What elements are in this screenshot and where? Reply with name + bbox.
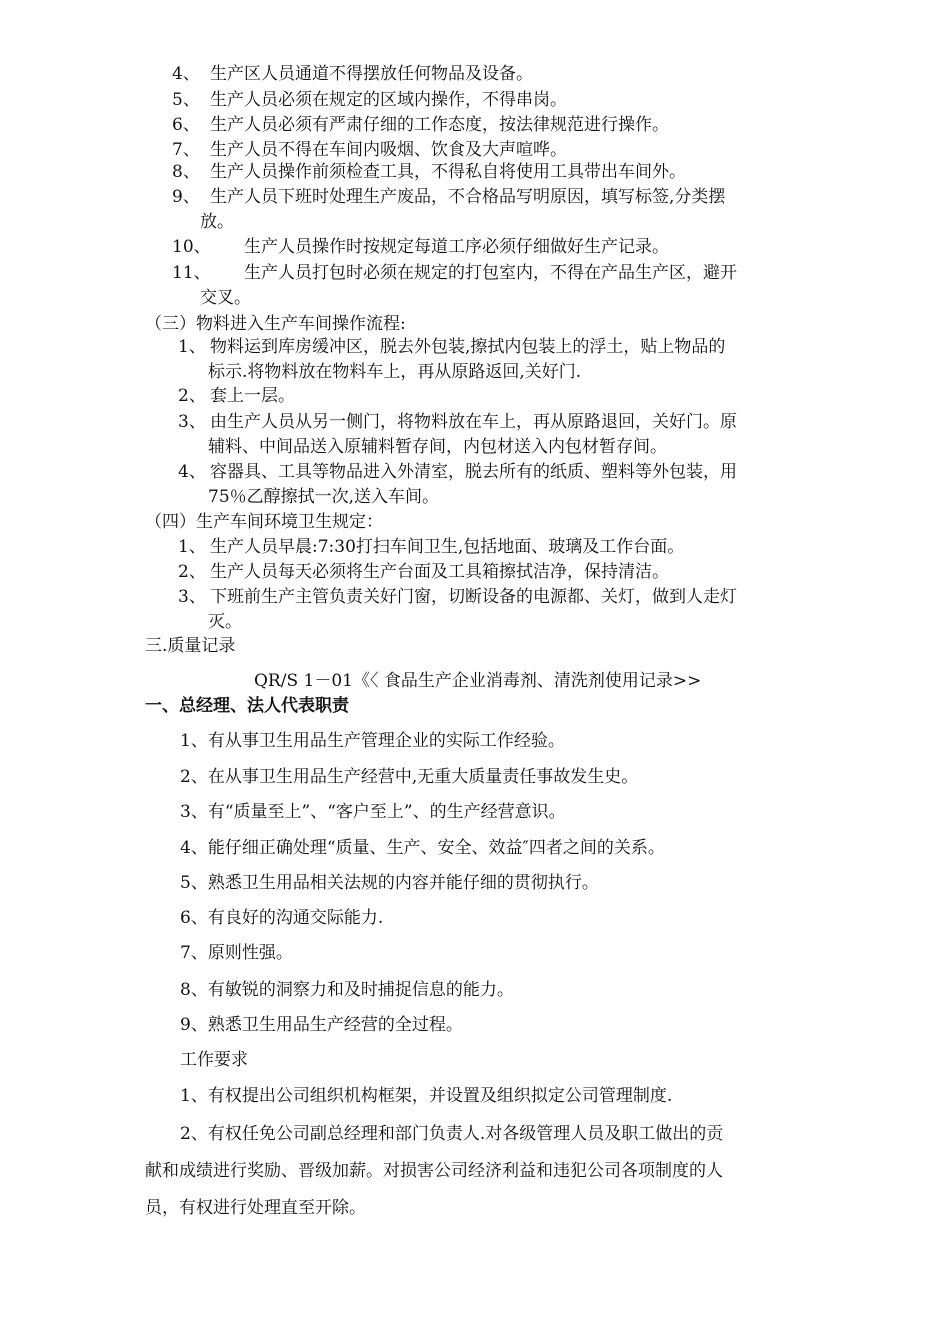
item-text: 1、有权提出公司组织机构框架，并设置及组织拟定公司管理制度. (180, 1086, 673, 1106)
item-text: 4、能仔细正确处理“质量、生产、安全、效益″四者之间的关系。 (180, 838, 665, 858)
item-text: 8、有敏锐的洞察力和及时捕捉信息的能力。 (180, 980, 514, 1000)
item-text: 生产人员每天必须将生产台面及工具箱擦拭洁净，保持清洁。 (210, 562, 669, 582)
item-number: 8、 (172, 162, 200, 182)
item-text: 生产人员操作前须检查工具，不得私自将使用工具带出车间外。 (210, 162, 686, 182)
section-heading (145, 312, 406, 336)
item-text: 生产人员必须在规定的区域内操作，不得串岗。 (210, 90, 567, 110)
list-item-continuation (145, 1159, 723, 1183)
list-item (180, 1013, 463, 1037)
list-item (172, 62, 533, 86)
item-text: 7、原则性强。 (180, 943, 293, 963)
item-number: 4、 (178, 462, 206, 482)
list-item (180, 765, 638, 789)
quality-record-heading (145, 634, 235, 658)
section-heading-text: （四）生产车间环境卫生规定： (145, 512, 383, 532)
item-text: 交叉。 (200, 288, 251, 308)
list-item (180, 1122, 723, 1146)
list-item (180, 729, 565, 753)
item-text: 容器具、工具等物品进入外清室，脱去所有的纸质、塑料等外包装，用 (210, 462, 737, 482)
record-code-text: QR/S 1－01《〈 食品生产企业消毒剂、清洗剂使用记录>> (254, 671, 702, 691)
list-item (172, 138, 567, 162)
item-number: 1、 (178, 537, 206, 557)
item-number: 10、 (172, 237, 211, 257)
list-item (180, 836, 665, 860)
record-code (254, 669, 701, 693)
list-item (172, 113, 669, 137)
item-text: 1、有从事卫生用品生产管理企业的实际工作经验。 (180, 731, 565, 751)
item-number: 3、 (178, 587, 206, 607)
item-text: 生产人员打包时必须在规定的打包室内，不得在产品生产区，避开 (244, 263, 737, 283)
list-item (180, 871, 599, 895)
item-number: 5、 (172, 90, 200, 110)
item-text: 辅料、中间品送入原辅料暂存间，内包材送入内包材暂存间。 (208, 437, 667, 457)
item-number: 2、 (178, 562, 206, 582)
work-heading (180, 1048, 248, 1072)
item-text: 6、有良好的沟通交际能力. (180, 908, 384, 928)
list-item (180, 1084, 672, 1108)
item-text: 75％乙醇擦拭一次,送入车间。 (208, 487, 440, 507)
list-item (178, 335, 725, 359)
item-text: 献和成绩进行奖励、晋级加薪。对损害公司经济利益和违犯公司各项制度的人 (145, 1161, 723, 1181)
list-item (172, 185, 725, 209)
item-text: 9、熟悉卫生用品生产经营的全过程。 (180, 1015, 463, 1035)
item-text: 标示.将物料放在物料车上，再从原路返回,关好门. (208, 362, 582, 382)
item-text: 2、有权任免公司副总经理和部门负责人.对各级管理人员及职工做出的贡 (180, 1124, 724, 1144)
item-text: 生产人员必须有严肃仔细的工作态度，按法律规范进行操作。 (210, 115, 669, 135)
item-text: 2、在从事卫生用品生产经营中,无重大质量责任事故发生史。 (180, 767, 639, 787)
item-number: 2、 (178, 386, 206, 406)
item-text: 生产人员下班时处理生产废品，不合格品写明原因，填写标签,分类摆 (210, 187, 726, 207)
item-text: 灭。 (208, 612, 242, 632)
item-text: 由生产人员从另一侧门，将物料放在车上，再从原路退回，关好门。原 (210, 412, 737, 432)
list-item-continuation (208, 610, 242, 634)
item-text: 物料运到库房缓冲区，脱去外包装,擦拭内包装上的浮土，贴上物品的 (210, 337, 726, 357)
list-item (178, 460, 737, 484)
gm-heading (145, 694, 349, 718)
list-item (178, 535, 684, 559)
work-heading-text: 工作要求 (180, 1050, 248, 1070)
list-item (172, 235, 669, 259)
item-text: 5、熟悉卫生用品相关法规的内容并能仔细的贯彻执行。 (180, 873, 599, 893)
item-text: 生产人员不得在车间内吸烟、饮食及大声喧哗。 (210, 140, 567, 160)
list-item-continuation (200, 210, 234, 234)
list-item (180, 941, 293, 965)
item-number: 6、 (172, 115, 200, 135)
item-number: 4、 (172, 64, 200, 84)
list-item-continuation (200, 286, 251, 310)
item-number: 9、 (172, 187, 200, 207)
list-item-continuation (208, 360, 581, 384)
list-item (172, 160, 686, 184)
list-item (178, 384, 295, 408)
item-number: 1、 (178, 337, 206, 357)
list-item (178, 585, 737, 609)
item-text: 生产人员早晨:7:30打扫车间卫生,包括地面、玻璃及工作台面。 (210, 537, 685, 557)
list-item-continuation (208, 435, 667, 459)
list-item (172, 88, 567, 112)
item-text: 放。 (200, 212, 234, 232)
list-item (178, 560, 669, 584)
item-text: 员，有权进行处理直至开除。 (145, 1198, 366, 1218)
list-item (172, 261, 737, 285)
item-text: 下班前生产主管负责关好门窗，切断设备的电源都、关灯，做到人走灯 (210, 587, 737, 607)
item-text: 3、有“质量至上”、“客户至上”、的生产经营意识。 (180, 802, 566, 822)
item-number: 11、 (172, 263, 211, 283)
gm-heading-text: 一、总经理、法人代表职责 (145, 696, 349, 716)
list-item (180, 800, 566, 824)
item-number: 7、 (172, 140, 200, 160)
item-number: 3、 (178, 412, 206, 432)
item-text: 生产人员操作时按规定每道工序必须仔细做好生产记录。 (244, 237, 669, 257)
item-text: 生产区人员通道不得摆放任何物品及设备。 (210, 64, 533, 84)
section-heading (145, 510, 383, 534)
list-item (180, 978, 514, 1002)
section-heading-text: （三）物料进入生产车间操作流程: (145, 314, 406, 334)
list-item-continuation (208, 485, 439, 509)
list-item (180, 906, 383, 930)
item-text: 套上一层。 (210, 386, 295, 406)
quality-record-heading-text: 三.质量记录 (145, 636, 236, 656)
list-item-continuation (145, 1196, 366, 1220)
list-item (178, 410, 737, 434)
